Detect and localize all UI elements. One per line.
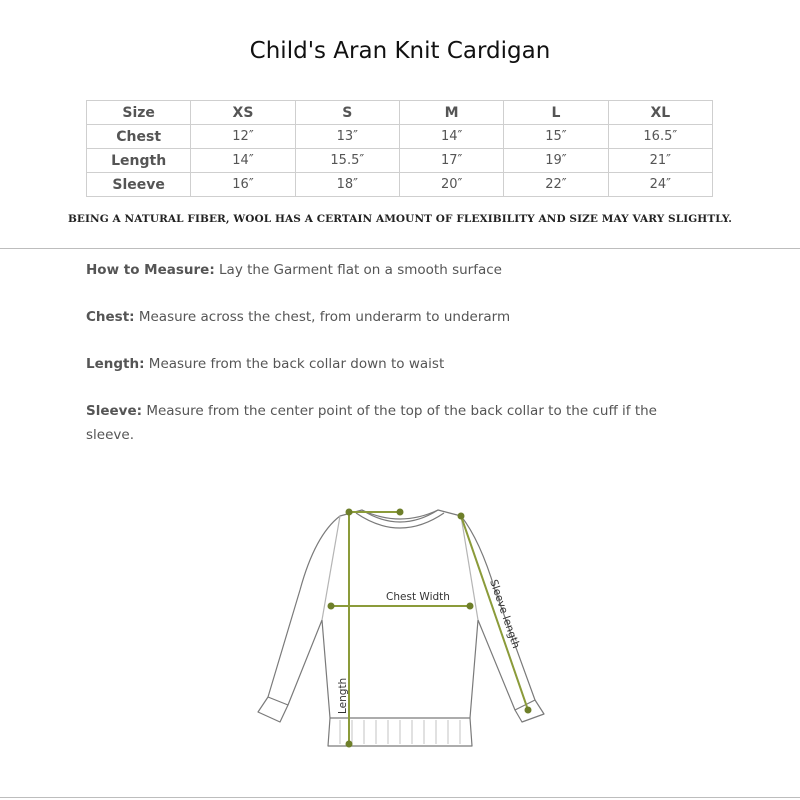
length-label: Length xyxy=(337,677,349,714)
header-s: S xyxy=(295,101,399,125)
instruction-term: How to Measure: xyxy=(86,262,215,278)
row-label-sleeve: Sleeve xyxy=(87,173,191,197)
measure-point xyxy=(467,603,474,610)
instruction-text: Lay the Garment flat on a smooth surface xyxy=(214,262,502,278)
table-cell: 20″ xyxy=(399,173,503,197)
instruction-text: Measure across the chest, from underarm to underarm xyxy=(134,309,511,325)
table-row-chest xyxy=(87,125,713,149)
instruction-how-to-measure xyxy=(86,258,696,282)
measure-point xyxy=(525,707,532,714)
row-label-length: Length xyxy=(87,149,191,173)
table-cell: 18″ xyxy=(295,173,399,197)
header-size: Size xyxy=(87,101,191,125)
row-label-chest: Chest xyxy=(87,125,191,149)
header-m: M xyxy=(399,101,503,125)
size-chart-table xyxy=(86,100,713,197)
instruction-chest xyxy=(86,305,696,329)
table-cell: 16.5″ xyxy=(608,125,712,149)
table-cell: 16″ xyxy=(191,173,295,197)
table-cell: 19″ xyxy=(504,149,608,173)
instruction-text: Measure from the center point of the top of the back collar to the cuff if the sleeve. xyxy=(86,403,657,443)
instruction-text: Measure from the back collar down to waist xyxy=(144,356,445,372)
instruction-length xyxy=(86,352,696,376)
table-row-length xyxy=(87,149,713,173)
table-cell: 12″ xyxy=(191,125,295,149)
table-cell: 14″ xyxy=(191,149,295,173)
measurement-lines xyxy=(331,512,528,744)
sweater-outline xyxy=(258,510,544,746)
measure-point xyxy=(397,509,404,516)
table-cell: 15″ xyxy=(504,125,608,149)
table-cell: 14″ xyxy=(399,125,503,149)
instruction-term: Chest: xyxy=(86,309,135,325)
measure-point xyxy=(346,509,353,516)
measurement-points xyxy=(328,509,532,748)
sleeve-measure-line xyxy=(461,516,528,710)
table-cell: 21″ xyxy=(608,149,712,173)
measure-point xyxy=(458,513,465,520)
header-xs: XS xyxy=(191,101,295,125)
divider xyxy=(0,797,800,798)
instruction-sleeve xyxy=(86,399,696,447)
page-title: Child's Aran Knit Cardigan xyxy=(249,38,551,64)
instruction-term: Sleeve: xyxy=(86,403,143,419)
table-row-sleeve xyxy=(87,173,713,197)
divider xyxy=(0,248,800,249)
sweater-measurement-diagram xyxy=(240,495,560,755)
instruction-term: Length: xyxy=(86,356,145,372)
fiber-note: BEING A NATURAL FIBER, WOOL HAS A CERTAIN AMOUNT OF FLEXIBILITY AND SIZE MAY VARY SLIGHTLY. xyxy=(67,213,733,225)
table-cell: 24″ xyxy=(608,173,712,197)
header-l: L xyxy=(504,101,608,125)
measure-point xyxy=(328,603,335,610)
chest-width-label: Chest Width xyxy=(386,591,450,603)
header-xl: XL xyxy=(608,101,712,125)
table-cell: 17″ xyxy=(399,149,503,173)
table-cell: 13″ xyxy=(295,125,399,149)
sleeve-length-label: Sleeve length xyxy=(487,578,522,651)
measure-point xyxy=(346,741,353,748)
table-header-row xyxy=(87,101,713,125)
table-cell: 15.5″ xyxy=(295,149,399,173)
table-cell: 22″ xyxy=(504,173,608,197)
